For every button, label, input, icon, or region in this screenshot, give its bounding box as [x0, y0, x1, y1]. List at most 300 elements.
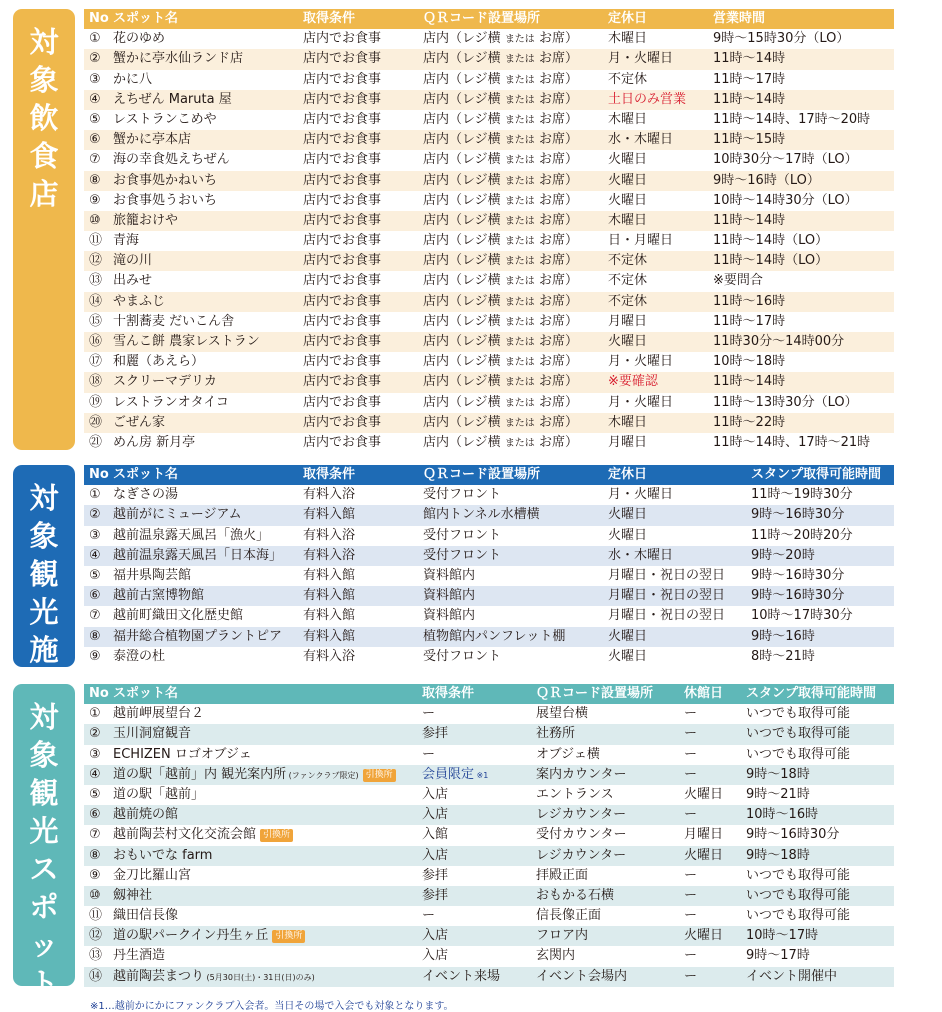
spot-name-text: 越前岬展望台２ [113, 706, 205, 722]
spot-name-text: 丹生酒造 [113, 948, 166, 964]
condition: 店内でお食事 [303, 192, 382, 208]
closed-day: 月・火曜日 [608, 394, 674, 410]
qr-location: イベント会場内 [536, 968, 628, 984]
qr-location: 案内カウンター [536, 766, 627, 782]
condition-text: 入店 [422, 847, 449, 863]
condition: 店内でお食事 [303, 313, 382, 329]
header-closed: 定休日 [608, 11, 648, 26]
closed-day: 月曜日・祝日の翌日 [608, 567, 726, 583]
hours: 11時～14時、17時～21時 [713, 434, 871, 450]
table-row [84, 231, 894, 251]
qr-location: オブジェ横 [536, 746, 600, 762]
qr-location: 店内（レジ横 または お席） [423, 394, 578, 410]
condition-text: 入館 [422, 827, 449, 843]
table-row [84, 946, 894, 966]
condition [422, 765, 488, 786]
spot-name: ごぜん家 [113, 414, 166, 430]
closed-day: 木曜日 [608, 212, 648, 228]
hours: 9時～16時 [751, 628, 815, 644]
qr-location: 受付フロント [423, 547, 502, 563]
row-number: ⑪ [89, 908, 103, 924]
hours: 9時～21時 [746, 786, 810, 802]
qr-location: 店内（レジ横 または お席） [423, 313, 578, 329]
condition-text: ー [422, 908, 436, 924]
condition: 店内でお食事 [303, 152, 382, 168]
qr-location: 受付フロント [423, 648, 502, 664]
condition: 店内でお食事 [303, 212, 382, 228]
spot-name: 青海 [113, 233, 140, 249]
table-row [84, 49, 894, 69]
condition: 店内でお食事 [303, 334, 382, 349]
spot-name-text: 越前陶芸まつり [113, 968, 205, 984]
condition: 店内でお食事 [303, 132, 382, 148]
row-number: ④ [89, 766, 101, 782]
qr-or: または [504, 54, 535, 66]
spot-name: 雪んこ餅 農家レストラン [113, 334, 260, 349]
closed-day: 月・火曜日 [608, 51, 674, 67]
spot-name-text: 織田信長像 [113, 908, 179, 924]
spot-name: 和麗（あえら） [113, 354, 205, 370]
spot-name: レストランこめや [113, 111, 217, 127]
spot-name [113, 704, 204, 724]
closed-day: ー [684, 908, 698, 924]
row-number: ⑭ [89, 293, 103, 309]
qr-location: 店内（レジ横 または お席） [423, 132, 578, 148]
closed-day: 火曜日 [608, 507, 648, 523]
qr-location: 資料館内 [423, 588, 476, 604]
spot-name-note: (ファンクラブ限定) [286, 770, 359, 780]
qr-location: 店内（レジ横 または お席） [423, 91, 578, 107]
row-number: ⑨ [89, 192, 101, 208]
closed-day: 月曜日・祝日の翌日 [608, 588, 726, 604]
spot-name-text: 道の駅「越前」 [113, 786, 205, 802]
hours: 9時～16時（LO） [713, 172, 820, 188]
condition: 有料入館 [303, 507, 356, 523]
condition-text: 入店 [422, 786, 449, 802]
qr-or: または [504, 357, 535, 369]
header-condition: 取得条件 [303, 11, 356, 26]
condition [422, 745, 435, 765]
condition: 有料入浴 [303, 648, 356, 664]
qr-or: または [504, 417, 535, 429]
header-no: No [89, 11, 109, 26]
condition [422, 906, 435, 926]
hours: 11時～14時 [713, 212, 786, 228]
spot-name: 越前町織田文化歴史館 [113, 608, 244, 624]
row-number: ⑤ [89, 111, 101, 127]
qr-or: または [504, 316, 535, 328]
spot-name [113, 805, 178, 825]
spot-name [113, 846, 212, 866]
table-row [84, 825, 894, 845]
table-row [84, 906, 894, 926]
table-row [84, 171, 894, 191]
header-qr: ＱＲコード設置場所 [536, 686, 654, 701]
spot-name: 越前温泉露天風呂「漁火」 [113, 527, 270, 543]
condition-text: 入店 [422, 807, 449, 823]
hours: 11時～16時 [713, 293, 786, 309]
closed-day: ー [684, 746, 698, 762]
table-row [84, 846, 894, 866]
spot-name: 出みせ [113, 273, 153, 289]
closed-day: 月曜日 [684, 827, 724, 843]
condition: 店内でお食事 [303, 91, 382, 107]
section-label: 対 象 観 光 施 [13, 465, 75, 667]
spots-table [84, 684, 894, 987]
condition: 店内でお食事 [303, 394, 382, 410]
condition: 店内でお食事 [303, 273, 382, 289]
row-number: ⑫ [89, 253, 103, 269]
qr-location: 館内トンネル水槽横 [423, 507, 540, 523]
table-row [84, 566, 894, 586]
row-number: ⑥ [89, 132, 101, 148]
hours: 11時～20時20分 [751, 527, 853, 543]
closed-day: 木曜日 [608, 31, 648, 47]
hours: 9時～17時 [746, 948, 810, 964]
qr-location: 店内（レジ横 または お席） [423, 354, 578, 370]
header-hours: 営業時間 [713, 11, 766, 26]
closed-day: ー [684, 766, 698, 782]
closed-day: 水・木曜日 [608, 132, 674, 148]
table-row [84, 765, 894, 785]
spot-name: お食事処かねいち [113, 172, 218, 188]
qr-location: レジカウンター [536, 847, 627, 863]
condition-text: ー [422, 706, 436, 722]
hours: 11時～13時30分（LO） [713, 394, 858, 410]
spot-name-text: 玉川洞窟観音 [113, 726, 192, 742]
closed-day: 不定休 [608, 273, 648, 289]
qr-location: 店内（レジ横 または お席） [423, 253, 578, 269]
row-number: ⑫ [89, 928, 103, 944]
row-number: ⑳ [89, 414, 103, 430]
qr-location: 資料館内 [423, 608, 476, 624]
condition: 店内でお食事 [303, 293, 382, 309]
qr-or: または [504, 175, 535, 187]
spot-name-text: ECHIZEN ロゴオブジェ [113, 746, 252, 762]
qr-location: 玄関内 [536, 948, 576, 964]
qr-location: 店内（レジ横 または お席） [423, 71, 578, 87]
row-number: ① [89, 31, 101, 47]
closed-day: 木曜日 [608, 111, 648, 127]
header-condition: 取得条件 [422, 686, 475, 701]
row-number: ⑧ [89, 628, 101, 644]
header-qr: ＱＲコード設置場所 [423, 467, 541, 482]
hours: 11時～14時 [713, 374, 786, 390]
closed-day: 土日のみ営業 [608, 91, 687, 107]
spot-name [113, 745, 252, 765]
spot-name-text: 金刀比羅山宮 [113, 867, 192, 883]
condition [422, 946, 448, 966]
hours: 11時30分～14時00分 [713, 334, 845, 349]
qr-or: または [504, 256, 535, 268]
spot-name [113, 967, 315, 988]
row-number: ⑯ [89, 334, 103, 349]
row-number: ② [89, 51, 101, 67]
qr-location: 店内（レジ横 または お席） [423, 374, 578, 390]
row-number: ⑥ [89, 588, 101, 604]
table-row [84, 393, 894, 413]
header-closed: 休館日 [684, 686, 724, 701]
row-number: ⑩ [89, 212, 101, 228]
table-row [84, 785, 894, 805]
condition [422, 926, 448, 946]
row-number: ① [89, 706, 101, 722]
spot-name-text: 越前焼の館 [113, 807, 179, 823]
hours: 9時～20時 [751, 547, 815, 563]
spot-name: スクリーマデリカ [113, 374, 217, 390]
spot-name: なぎさの湯 [113, 487, 179, 503]
hours: 8時～21時 [751, 648, 815, 664]
closed-day: 火曜日 [684, 786, 724, 802]
row-number: ⑧ [89, 847, 101, 863]
qr-or: または [504, 34, 535, 46]
condition: 店内でお食事 [303, 374, 382, 390]
table-row [84, 332, 894, 352]
qr-location: 店内（レジ横 または お席） [423, 192, 578, 208]
condition: 店内でお食事 [303, 111, 382, 127]
closed-day: 月曜日 [608, 434, 648, 450]
qr-location: 店内（レジ横 または お席） [423, 414, 578, 430]
qr-or: または [504, 276, 535, 288]
qr-or: または [504, 337, 535, 348]
row-number: ⑬ [89, 273, 103, 289]
table-row [84, 150, 894, 170]
qr-or: または [504, 437, 535, 449]
header-condition: 取得条件 [303, 467, 356, 482]
condition: 有料入浴 [303, 547, 356, 563]
closed-day: ー [684, 706, 698, 722]
condition-text: 入店 [422, 928, 449, 944]
table-header [84, 465, 894, 485]
qr-location: 店内（レジ横 または お席） [423, 334, 578, 349]
condition: 店内でお食事 [303, 31, 382, 47]
qr-location: 店内（レジ横 または お席） [423, 51, 578, 67]
qr-location: エントランス [536, 786, 614, 802]
row-number: ⑨ [89, 648, 101, 664]
spot-name: 越前古窯博物館 [113, 588, 205, 604]
condition-text: 参拝 [422, 726, 449, 742]
table-row [84, 606, 894, 626]
qr-location: 店内（レジ横 または お席） [423, 293, 578, 309]
hours: 9時～16時30分 [746, 827, 840, 843]
restaurants-table [84, 9, 894, 453]
table-row [84, 485, 894, 505]
table-header [84, 9, 894, 29]
table-row [84, 90, 894, 110]
hours: 9時～16時30分 [751, 567, 845, 583]
closed-day: 月・火曜日 [608, 487, 674, 503]
closed-day: ※要確認 [608, 374, 658, 390]
spot-name: レストランオタイコ [113, 394, 229, 410]
table-row [84, 130, 894, 150]
row-number: ② [89, 726, 101, 742]
qr-location: 店内（レジ横 または お席） [423, 273, 578, 289]
hours: 9時～15時30分（LO） [713, 31, 850, 47]
closed-day: 木曜日 [608, 414, 648, 430]
spot-name: お食事処うおいち [113, 192, 218, 208]
condition-note: ※1 [474, 770, 489, 780]
header-name: スポット名 [113, 11, 179, 26]
closed-day: 火曜日 [608, 192, 648, 208]
condition: 有料入館 [303, 588, 356, 604]
condition: 店内でお食事 [303, 434, 382, 450]
row-number: ⑰ [89, 354, 103, 370]
hours: 11時～22時 [713, 414, 786, 430]
qr-location: 信長像正面 [536, 908, 602, 924]
condition: 店内でお食事 [303, 414, 382, 430]
header-name: スポット名 [113, 467, 179, 482]
condition [422, 846, 448, 866]
condition-text: イベント来場 [422, 968, 501, 984]
table-row [84, 745, 894, 765]
facilities-table [84, 465, 894, 667]
row-number: ⑦ [89, 827, 101, 843]
qr-location: 植物館内パンフレット棚 [423, 628, 566, 644]
table-row [84, 211, 894, 231]
table-row [84, 926, 894, 946]
hours: イベント開催中 [746, 968, 838, 984]
qr-or: または [504, 377, 535, 389]
table-row [84, 251, 894, 271]
closed-day: 不定休 [608, 71, 648, 87]
hours: いつでも取得可能 [746, 706, 851, 722]
spot-name: やまふじ [113, 293, 166, 309]
closed-day: 不定休 [608, 293, 648, 309]
table-row [84, 70, 894, 90]
row-number: ⑱ [89, 374, 103, 390]
spot-name-text: おもいでな farm [113, 847, 213, 863]
spot-name: えちぜん Maruta 屋 [113, 91, 232, 107]
row-number: ⑩ [89, 887, 101, 903]
condition: 有料入館 [303, 628, 356, 644]
qr-location: 資料館内 [423, 567, 476, 583]
row-number: ② [89, 507, 101, 523]
table-row [84, 526, 894, 546]
spot-name: 蟹かに亭本店 [113, 132, 192, 148]
hours: 11時～14時、17時～20時 [713, 111, 871, 127]
spot-name: 十割蕎麦 だいこん舎 [113, 313, 235, 329]
row-number: ⑤ [89, 567, 101, 583]
table-row [84, 110, 894, 130]
qr-or: または [504, 296, 535, 308]
closed-day: ー [684, 968, 698, 984]
hours: いつでも取得可能 [746, 908, 851, 924]
hours: 11時～17時 [713, 313, 786, 329]
closed-day: 月曜日 [608, 313, 648, 329]
qr-or: または [504, 74, 535, 86]
qr-location: 店内（レジ横 または お席） [423, 233, 578, 249]
header-closed: 定休日 [608, 467, 648, 482]
spot-name: 福井県陶芸館 [113, 567, 192, 583]
qr-or: または [504, 215, 535, 227]
exchange-badge: 引換所 [260, 829, 293, 842]
qr-or: または [504, 236, 535, 248]
qr-location: 社務所 [536, 726, 576, 742]
spot-name: 蟹かに亭水仙ランド店 [113, 51, 244, 67]
qr-or: または [504, 195, 535, 207]
hours: 10時～17時30分 [751, 608, 853, 624]
header-name: スポット名 [113, 686, 179, 701]
table-row [84, 967, 894, 987]
table-row [84, 627, 894, 647]
closed-day: 火曜日 [608, 152, 648, 168]
spot-name: 越前がにミュージアム [113, 507, 242, 523]
spot-name [113, 906, 178, 926]
row-number: ③ [89, 527, 101, 543]
table-row [84, 191, 894, 211]
closed-day: 火曜日 [684, 847, 724, 863]
closed-day: 月・火曜日 [608, 354, 674, 370]
table-row [84, 413, 894, 433]
header-hours: スタンプ取得可能時間 [751, 467, 882, 482]
qr-location: 店内（レジ横 または お席） [423, 31, 578, 47]
qr-location: 店内（レジ横 または お席） [423, 434, 578, 450]
closed-day: 日・月曜日 [608, 233, 674, 249]
closed-day: ー [684, 807, 698, 823]
spot-name-text: 道の駅「越前」内 観光案内所 [113, 766, 287, 782]
qr-or: または [504, 397, 535, 409]
row-number: ③ [89, 71, 101, 87]
spot-name: かに八 [113, 71, 153, 87]
hours: 11時～14時 [713, 91, 786, 107]
closed-day: 火曜日 [608, 172, 648, 188]
hours: 10時～14時30分（LO） [713, 192, 858, 208]
condition: 店内でお食事 [303, 172, 382, 188]
section-label: 対 象 観 光 ス ポ ッ ト [13, 684, 75, 986]
row-number: ⑥ [89, 807, 101, 823]
hours: 11時～19時30分 [751, 487, 853, 503]
closed-day: ー [684, 867, 698, 883]
row-number: ㉑ [89, 434, 103, 450]
qr-location: 受付フロント [423, 527, 502, 543]
hours: 11時～15時 [713, 132, 786, 148]
hours: いつでも取得可能 [746, 887, 851, 903]
condition: 有料入館 [303, 567, 356, 583]
qr-location: フロア内 [536, 928, 589, 944]
hours: 9時～16時30分 [751, 588, 845, 604]
closed-day: ー [684, 726, 698, 742]
table-row [84, 886, 894, 906]
spot-name: 滝の川 [113, 253, 153, 269]
row-number: ⑲ [89, 394, 103, 410]
closed-day: 不定休 [608, 253, 648, 269]
header-no: No [89, 686, 109, 701]
hours: 10時～18時 [713, 354, 786, 370]
qr-or: または [504, 135, 535, 147]
hours: いつでも取得可能 [746, 726, 851, 742]
spot-name-note: (5月30日(土)・31日(日)のみ) [204, 972, 315, 982]
spot-name [113, 785, 204, 805]
hours: いつでも取得可能 [746, 746, 851, 762]
closed-day: 火曜日 [608, 628, 648, 644]
condition-text: 入店 [422, 948, 449, 964]
hours: 9時～18時 [746, 766, 810, 782]
closed-day: 火曜日 [608, 648, 648, 664]
table-row [84, 546, 894, 566]
table-row [84, 352, 894, 372]
condition [422, 866, 448, 886]
spot-name: 越前温泉露天風呂「日本海」 [113, 547, 283, 563]
condition-text: 参拝 [422, 887, 449, 903]
row-number: ⑬ [89, 948, 103, 964]
row-number: ⑭ [89, 968, 103, 984]
condition-text: 参拝 [422, 867, 449, 883]
hours: 11時～14時（LO） [713, 253, 829, 269]
row-number: ③ [89, 746, 101, 762]
row-number: ⑮ [89, 313, 103, 329]
header-qr: ＱＲコード設置場所 [423, 11, 541, 26]
row-number: ⑪ [89, 233, 103, 249]
